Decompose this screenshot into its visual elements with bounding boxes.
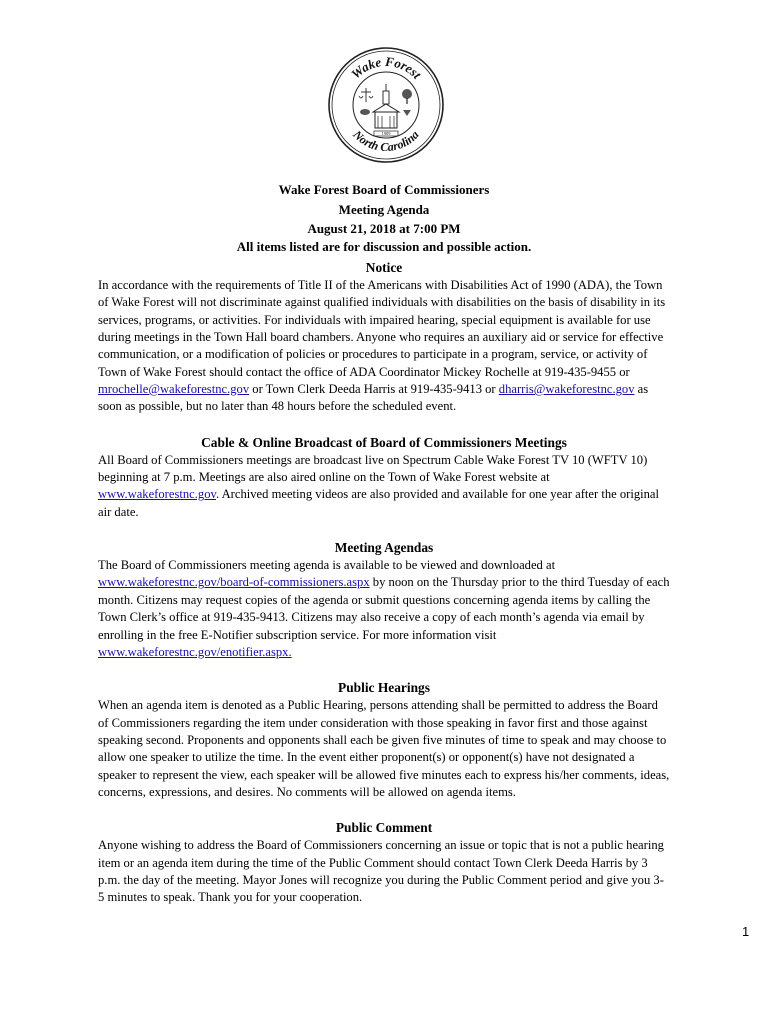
meeting-date: August 21, 2018 at 7:00 PM — [307, 221, 461, 236]
hearings-paragraph: When an agenda item is denoted as a Public Hearing, persons attending shall be permitted to address the Board of Commissioners regarding the item under consideration with those speaking in favor first and those against speaking second. Proponents and opponents shall each be given five minutes of time to speak and may choose to allow one speaker to utilize the time. In the event either proponent(s) or opponent(s) have not designated a speaker to represent the view, each speaker will be allowed five minutes each to express his/her comments, ideas, concerns, expressions, and desires. No comments will be allowed on agenda items. — [98, 698, 670, 799]
enotifier-link[interactable]: www.wakeforestnc.gov/enotifier.aspx. — [98, 644, 292, 659]
notice-heading: Notice — [365, 260, 403, 275]
comment-paragraph: Anyone wishing to address the Board of Commissioners concerning an issue or topic that is not a public hearing item or an agenda item during the time of the Public Comment should contact Town Clerk Deeda Harris by 3 p.m. the day of the meeting. Mayor Jones will recognize you during the Public Comment period and give you 3-5 minutes to speak. Thank you for your cooperation. — [98, 838, 664, 905]
svg-text:North Carolina: North Carolina — [350, 127, 422, 155]
notice-paragraph: In accordance with the requirements of Title II of the Americans with Disabilities Act of 1990 (ADA), the Town of Wake Forest will not discriminate against qualified individuals with disabilities on the basis of disability in its services, programs, or activities. For individuals with impaired hearing, special equipment is available for use during meetings in the Town Hall board chambers. Anyone who requires an auxiliary aid or service for effective communication, or a modification of policies or procedures to participate in a program, service, or activity of Town of Wake Forest should contact the office of ADA Coordinator Mickey Rochelle at 919-435-9455 or mrochelle@wakeforestnc.gov or Town Clerk Deeda Harris at 919-435-9413 or dharris@wakeforestnc.gov as soon as possible, but no later than 48 hours before the scheduled event. — [98, 278, 666, 414]
ada-coordinator-email-link[interactable]: mrochelle@wakeforestnc.gov — [98, 382, 250, 397]
document-subtitle: Meeting Agenda — [338, 202, 430, 217]
page-number: 1 — [742, 924, 750, 939]
hearings-heading: Public Hearings — [338, 680, 430, 696]
comment-heading: Public Comment — [335, 820, 433, 836]
town-clerk-email-link[interactable]: dharris@wakeforestnc.gov — [498, 382, 635, 397]
agendas-heading: Meeting Agendas — [334, 540, 434, 556]
svg-text:1909: 1909 — [381, 131, 391, 136]
svg-text:Wake Forest: Wake Forest — [348, 53, 425, 82]
document-title: Wake Forest Board of Commissioners — [278, 182, 490, 197]
board-agenda-link[interactable]: www.wakeforestnc.gov/board-of-commissioners.aspx — [98, 575, 370, 590]
town-website-link[interactable]: www.wakeforestnc.gov — [98, 487, 216, 502]
town-seal-logo — [327, 46, 445, 164]
agendas-paragraph: The Board of Commissioners meeting agenda is available to be viewed and downloaded at www.wakeforestnc.gov/board-of-commissioners.aspx by noon on the Thursday prior to the third Tuesday of each month. Citizens may request copies of the agenda or submit questions concerning agenda items by calling the Town Clerk’s office at 919-435-9413. Citizens may also receive a copy of each month’s agenda via email by enrolling in the free E-Notifier subscription service. For more information visit www.wakeforestnc.gov/enotifier.aspx. — [98, 558, 670, 659]
broadcast-heading: Cable & Online Broadcast of Board of Commissioners Meetings — [201, 434, 567, 450]
agenda-document — [98, 180, 670, 907]
broadcast-paragraph: All Board of Commissioners meetings are broadcast live on Spectrum Cable Wake Forest TV 10 (WFTV 10) beginning at 7 p.m. Meetings are also aired online on the Town of Wake Forest website at www.wakeforestnc.gov. Archived meeting videos are also provided and available for one year after the original air date. — [98, 452, 660, 519]
discussion-note: All items listed are for discussion and possible action. — [236, 239, 532, 254]
